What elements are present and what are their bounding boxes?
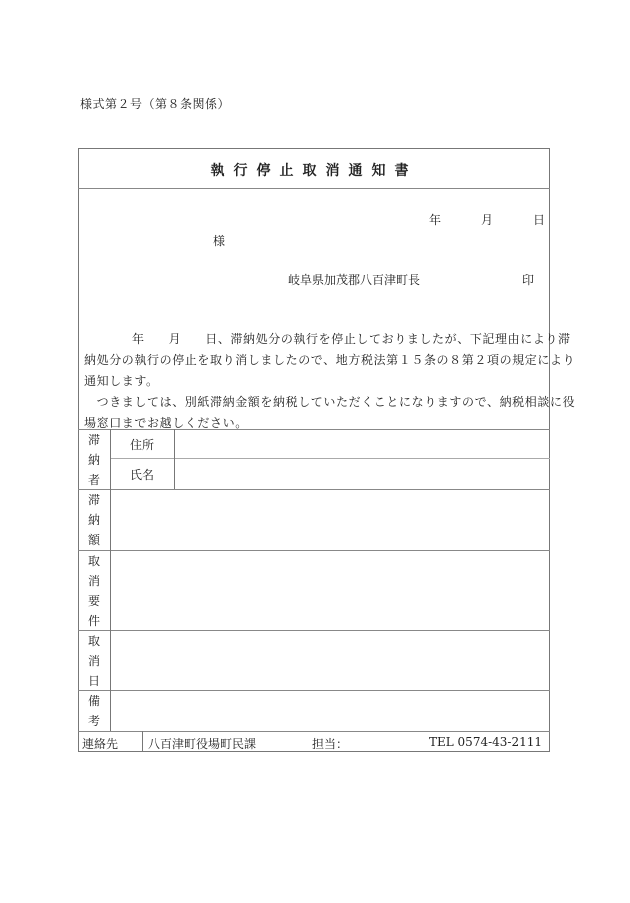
contact-department: 八百津町役場町民課 xyxy=(148,737,257,751)
remarks-field[interactable] xyxy=(111,691,549,731)
label-char: 取 xyxy=(87,634,100,648)
label-char: 件 xyxy=(87,614,100,628)
label-char: 滞 xyxy=(87,433,100,447)
body-year-label: 年 xyxy=(132,332,145,346)
label-char: 消 xyxy=(87,574,100,588)
name-field[interactable] xyxy=(175,459,549,489)
body-line-4: つきましては、別紙滞納金額を納税していただくことになりますので、納税相談に役 xyxy=(84,395,576,409)
contact-person-label: 担当： xyxy=(312,737,349,751)
contact-phone: TEL 0574-43-2111 xyxy=(429,735,543,749)
label-char: 納 xyxy=(87,513,100,527)
body-line-3: 通知します。 xyxy=(84,374,159,388)
body-line-1 xyxy=(84,329,571,350)
remarks-contact-divider xyxy=(78,731,550,732)
contact-label-divider xyxy=(142,731,143,752)
body-line-5: 場窓口までお越しください。 xyxy=(84,416,248,430)
body-month-label: 月 xyxy=(168,332,182,346)
addressee-suffix: 様 xyxy=(213,234,226,248)
date-year-label: 年 xyxy=(429,213,442,227)
delinquent-label xyxy=(78,430,110,490)
cancel-date-field[interactable] xyxy=(111,631,549,690)
label-char: 消 xyxy=(87,654,100,668)
cancel-reason-field[interactable] xyxy=(111,551,549,630)
title-divider xyxy=(78,188,550,189)
address-label: 住所 xyxy=(129,438,154,452)
amount-label xyxy=(78,490,110,550)
label-char: 納 xyxy=(87,453,100,467)
date-month-label: 月 xyxy=(481,213,494,227)
form-number: 様式第２号（第８条関係） xyxy=(80,97,231,111)
cancel-date-label xyxy=(78,631,110,691)
remarks-label xyxy=(78,691,110,731)
notice-body xyxy=(84,329,576,434)
contact-label: 連絡先 xyxy=(82,737,119,751)
label-char: 滞 xyxy=(87,493,100,507)
document-title: 執行停止取消通知書 xyxy=(210,163,418,179)
label-char: 日 xyxy=(87,674,100,688)
label-char: 取 xyxy=(87,554,100,568)
address-field[interactable] xyxy=(175,430,549,458)
body-line-1-text: 日、滞納処分の執行を停止しておりましたが、下記理由により滞 xyxy=(205,332,571,346)
name-label: 氏名 xyxy=(129,468,154,482)
amount-field[interactable] xyxy=(111,490,549,550)
label-char: 備 xyxy=(87,694,100,708)
date-day-label: 日 xyxy=(533,213,546,227)
label-char: 考 xyxy=(87,714,100,728)
cancel-reason-label xyxy=(78,551,110,631)
label-char: 要 xyxy=(87,594,100,608)
issuer-name: 岐阜県加茂郡八百津町長 xyxy=(288,273,421,287)
body-line-2: 納処分の執行の停止を取り消しましたので、地方税法第１５条の８第２項の規定により xyxy=(84,353,576,367)
label-char: 額 xyxy=(87,533,100,547)
label-char: 者 xyxy=(87,473,100,487)
seal-mark: 印 xyxy=(522,273,535,287)
